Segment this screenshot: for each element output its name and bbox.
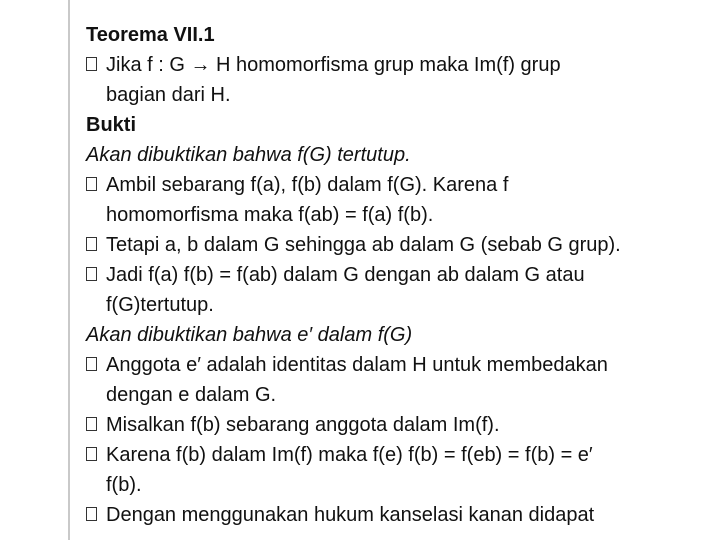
bullet-text: Misalkan f(b) sebarang anggota dalam Im(f). [106, 414, 500, 436]
bullet-text: Jadi f(a) f(b) = f(ab) dalam G dengan ab dalam G atau [106, 264, 585, 286]
bullet-text: Jika f : G → H homomorfisma grup maka Im(f) grup [106, 54, 561, 76]
proof-claim: Akan dibuktikan bahwa e′ dalam f(G) [86, 324, 413, 346]
bullet-box-icon [86, 237, 97, 251]
continuation-text: f(b). [106, 474, 142, 496]
bullet-box-icon [86, 267, 97, 281]
bullet-item [86, 500, 716, 530]
bullet-text: Dengan menggunakan hukum kanselasi kanan didapat [106, 504, 595, 526]
slide-content [86, 20, 716, 530]
bullet-item [86, 50, 716, 80]
proof-claim: Akan dibuktikan bahwa f(G) tertutup. [86, 144, 411, 166]
bullet-item [86, 440, 716, 470]
bullet-item [86, 170, 716, 200]
bullet-item [86, 350, 716, 380]
bullet-box-icon [86, 177, 97, 191]
bullet-box-icon [86, 507, 97, 521]
bullet-box-icon [86, 57, 97, 71]
continuation-text: homomorfisma maka f(ab) = f(a) f(b). [106, 204, 434, 226]
bullet-text: Karena f(b) dalam Im(f) maka f(e) f(b) = f(eb) = f(b) = e′ [106, 444, 593, 466]
continuation-text: f(G)tertutup. [106, 294, 214, 316]
bullet-box-icon [86, 447, 97, 461]
bullet-box-icon [86, 417, 97, 431]
bullet-item [86, 230, 716, 260]
continuation-text: bagian dari H. [106, 84, 231, 106]
theorem-heading: Teorema VII.1 [86, 24, 215, 46]
bullet-item [86, 410, 716, 440]
bullet-text: Ambil sebarang f(a), f(b) dalam f(G). Karena f [106, 174, 509, 196]
proof-heading: Bukti [86, 114, 136, 136]
left-border-line [68, 0, 70, 540]
bullet-text: Tetapi a, b dalam G sehingga ab dalam G (sebab G grup). [106, 234, 621, 256]
continuation-text: dengan e dalam G. [106, 384, 277, 406]
bullet-item [86, 260, 716, 290]
bullet-text: Anggota e′ adalah identitas dalam H untuk membedakan [106, 354, 608, 376]
bullet-box-icon [86, 357, 97, 371]
